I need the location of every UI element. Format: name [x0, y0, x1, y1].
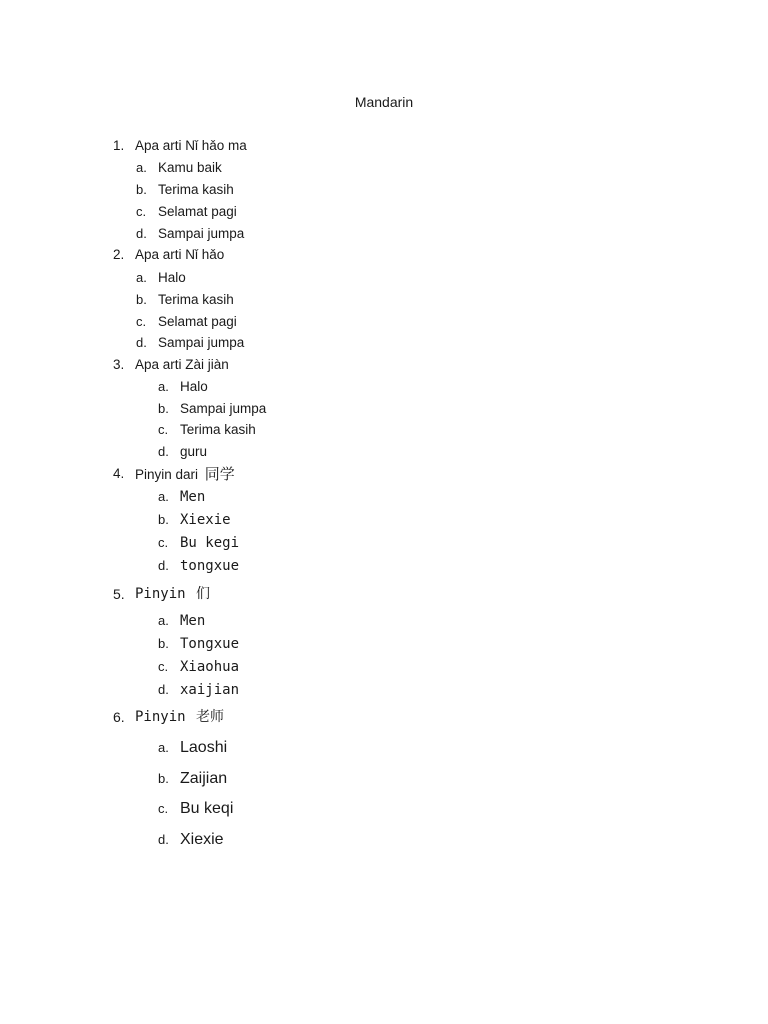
question-text: Apa arti Nǐ hǎo ma	[135, 138, 247, 153]
page-title: Mandarin	[354, 94, 414, 110]
option-letter: c.	[158, 422, 169, 437]
option-text: Terima kasih	[158, 182, 234, 197]
option-letter: a.	[136, 270, 147, 285]
option-letter: c.	[136, 314, 147, 329]
option-text: Terima kasih	[158, 292, 234, 307]
option-text: Laoshi	[180, 739, 228, 756]
option-letter: b.	[158, 636, 169, 651]
question-text: Apa arti Zài jiàn	[135, 357, 229, 372]
option-letter: c.	[158, 801, 169, 816]
option-text: Terima kasih	[180, 422, 256, 437]
option-letter: a.	[158, 740, 169, 755]
question-hanzi: 老师	[196, 709, 225, 725]
option-text: Zaijian	[180, 770, 228, 787]
option-text: Halo	[180, 379, 208, 394]
option-text: Selamat pagi	[158, 204, 237, 219]
option-text: Bu keqi	[180, 800, 234, 817]
option-letter: b.	[158, 401, 169, 416]
option-text: Selamat pagi	[158, 314, 237, 329]
option-text: Men	[180, 613, 206, 629]
question-text: Apa arti Nǐ hǎo	[135, 247, 225, 262]
option-letter: b.	[158, 771, 169, 786]
option-text: Sampai jumpa	[180, 401, 267, 416]
question-text: Pinyin	[135, 586, 186, 602]
option-letter: b.	[136, 292, 147, 307]
option-text: Halo	[158, 270, 186, 285]
option-text: Kamu baik	[158, 160, 222, 175]
option-text: Tongxue	[180, 636, 240, 652]
option-text: xaijian	[180, 682, 240, 698]
option-letter: d.	[158, 444, 169, 459]
question-number: 1.	[113, 138, 125, 153]
question-number: 3.	[113, 357, 125, 372]
option-text: Xiexie	[180, 831, 224, 848]
option-text: Xiaohua	[180, 659, 240, 675]
option-letter: d.	[136, 226, 147, 241]
option-text: Xiexie	[180, 512, 231, 528]
question-number: 5.	[113, 586, 125, 602]
option-letter: a.	[158, 379, 169, 394]
option-letter: d.	[158, 832, 169, 847]
option-letter: d.	[158, 682, 169, 697]
option-letter: d.	[158, 558, 169, 573]
option-letter: a.	[136, 160, 147, 175]
question-number: 4.	[113, 466, 125, 481]
option-text: Bu kegi	[180, 535, 240, 551]
option-letter: a.	[158, 613, 169, 628]
question-text-wrap	[135, 708, 224, 726]
option-letter: b.	[158, 512, 169, 527]
question-number: 2.	[113, 247, 125, 262]
question-hanzi: 们	[196, 586, 211, 602]
option-letter: c.	[158, 535, 169, 550]
option-letter: c.	[136, 204, 147, 219]
question-hanzi: 同学	[204, 465, 235, 483]
question-number: 6.	[113, 709, 125, 725]
question-text-wrap	[135, 585, 210, 603]
option-text: tongxue	[180, 558, 240, 574]
option-letter: d.	[136, 335, 147, 350]
option-letter: a.	[158, 489, 169, 504]
option-text: Men	[180, 489, 206, 505]
option-text: guru	[180, 444, 208, 459]
option-letter: b.	[136, 182, 147, 197]
question-text: Pinyin dari	[135, 467, 199, 482]
question-text-wrap	[135, 465, 235, 484]
option-text: Sampai jumpa	[158, 226, 245, 241]
option-letter: c.	[158, 659, 169, 674]
option-text: Sampai jumpa	[158, 335, 245, 350]
question-text: Pinyin	[135, 709, 186, 725]
